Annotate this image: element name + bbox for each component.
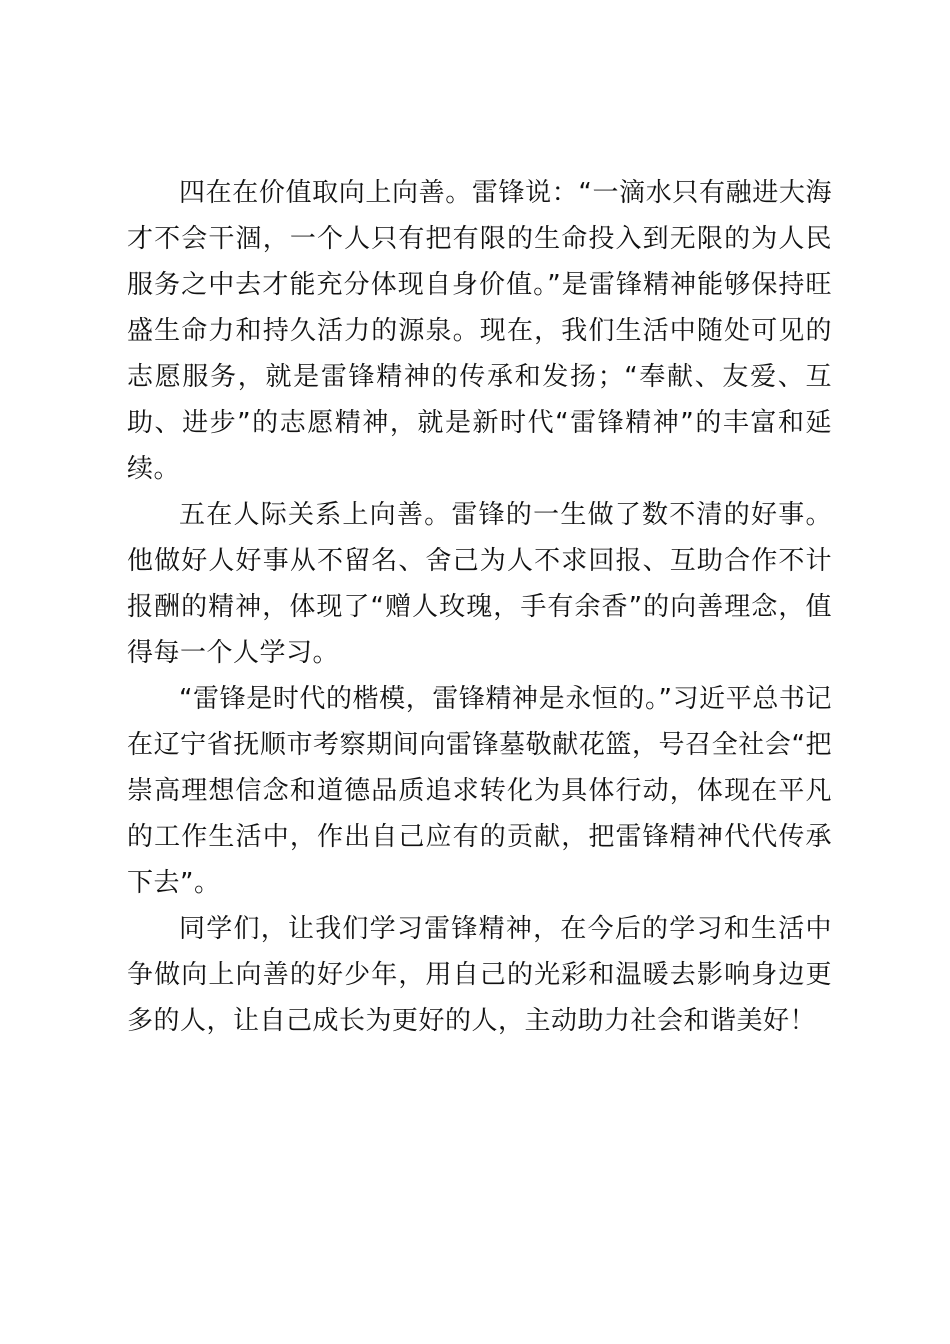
paragraph-interpersonal: 五在人际关系上向善。雷锋的一生做了数不清的好事。他做好人好事从不留名、舍己为人不求回报、互助合作不计报酬的精神，体现了“赠人玫瑰，手有余香”的向善理念，值得每一个人学习。 bbox=[127, 500, 832, 668]
paragraph-quote: “雷锋是时代的楷模，雷锋精神是永恒的。”习近平总书记在辽宁省抚顺市考察期间向雷锋墓敬献花篮，号召全社会“把崇高理想信念和道德品质追求转化为具体行动，体现在平凡的工作生活中，作出自己应有的贡献，把雷锋精神代代传承下去”。 bbox=[127, 684, 832, 898]
document-body bbox=[127, 170, 832, 1044]
paragraph-value-orientation: 四在在价值取向上向善。雷锋说：“一滴水只有融进大海才不会干涸，一个人只有把有限的生命投入到无限的为人民服务之中去才能充分体现自身价值。”是雷锋精神能够保持旺盛生命力和持久活力的源泉。现在，我们生活中随处可见的志愿服务，就是雷锋精神的传承和发扬；“奉献、友爱、互助、进步”的志愿精神，就是新时代“雷锋精神”的丰富和延续。 bbox=[127, 178, 832, 484]
paragraph-closing: 同学们，让我们学习雷锋精神，在今后的学习和生活中争做向上向善的好少年，用自己的光彩和温暖去影响身边更多的人，让自己成长为更好的人，主动助力社会和谐美好！ bbox=[127, 914, 832, 1036]
